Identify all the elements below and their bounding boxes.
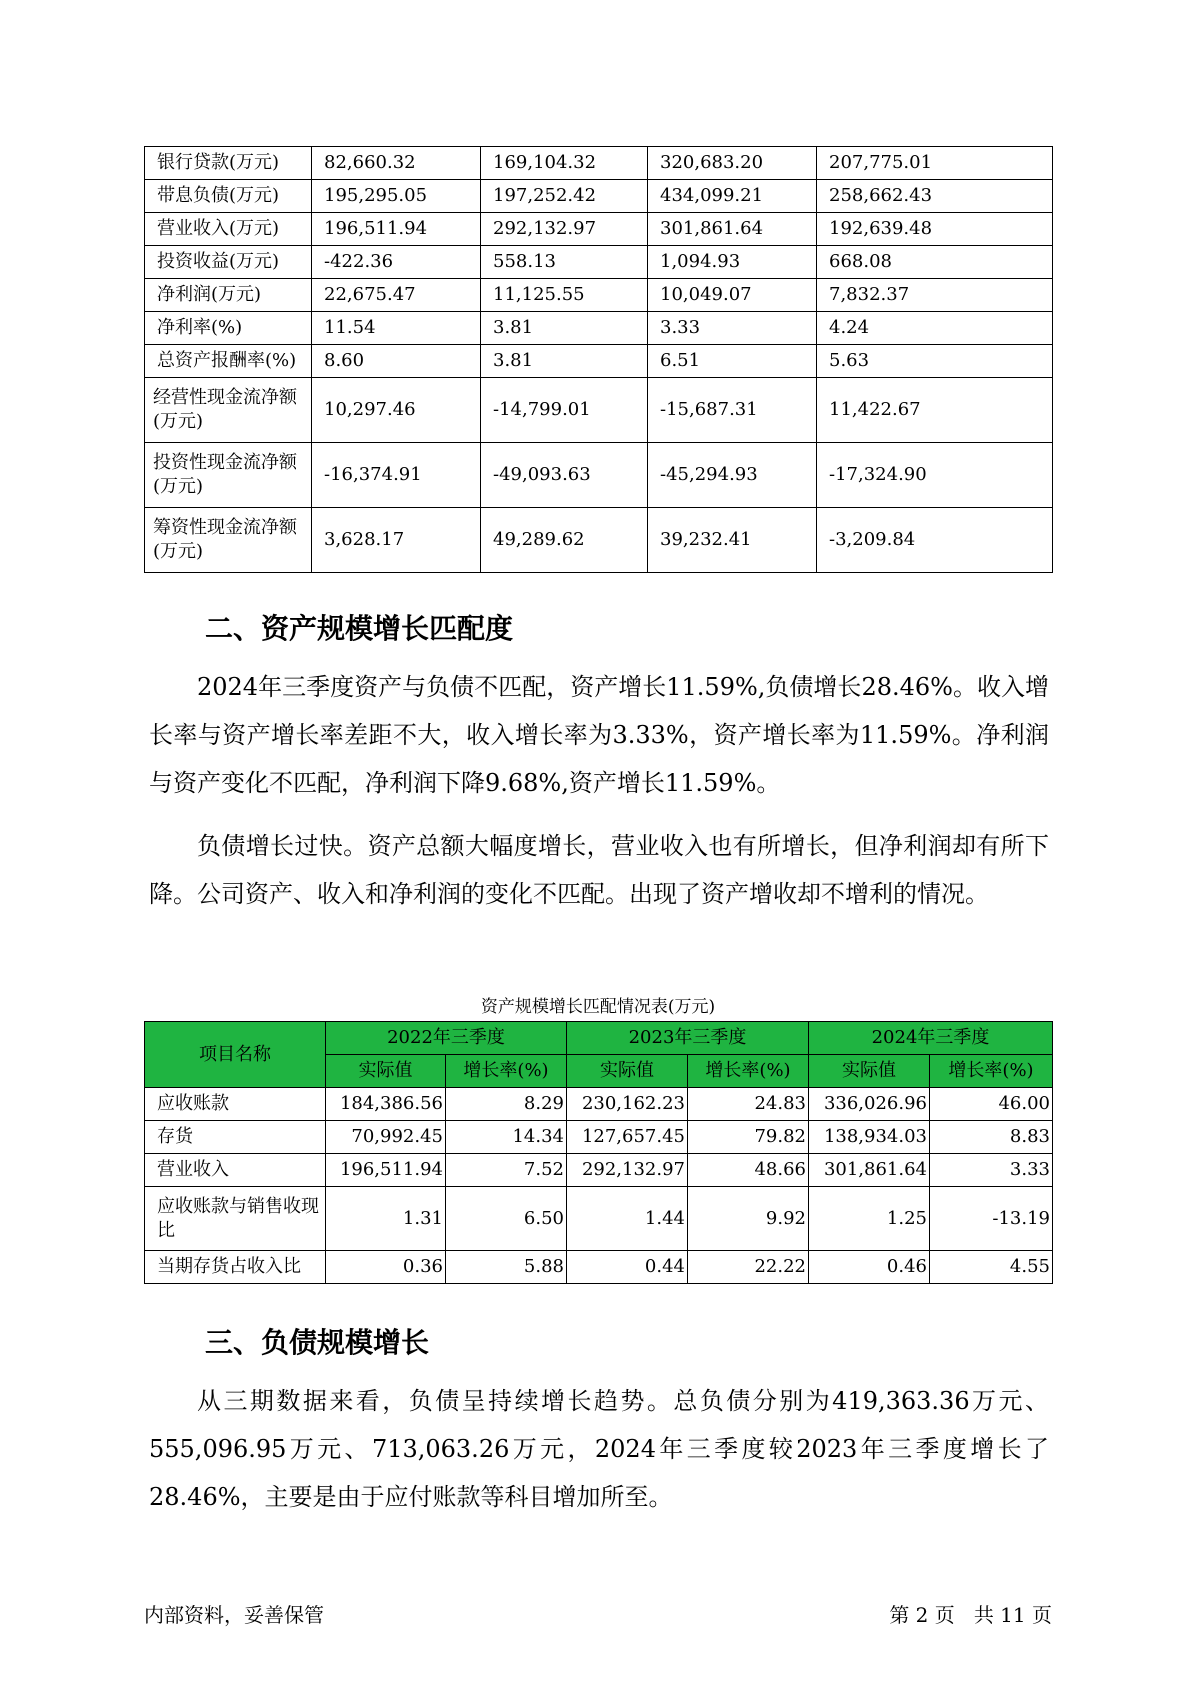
row-label: 筹资性现金流净额(万元) [145, 508, 312, 573]
table-cell: 3,628.17 [312, 508, 481, 573]
header-row [145, 1022, 1053, 1055]
table-cell: 14.34 [446, 1121, 567, 1154]
row-label: 净利润(万元) [145, 279, 312, 312]
header-period: 2022年三季度 [326, 1022, 567, 1055]
table-row [145, 147, 1053, 180]
header-growth: 增长率(%) [930, 1055, 1053, 1088]
table-row [145, 345, 1053, 378]
paragraph: 负债增长过快。资产总额大幅度增长，营业收入也有所增长，但净利润却有所下降。公司资产、收入和净利润的变化不匹配。出现了资产增收却不增利的情况。 [149, 832, 1049, 908]
table-row [145, 1154, 1053, 1187]
table-cell: -3,209.84 [817, 508, 1053, 573]
table-row [145, 180, 1053, 213]
table-cell: 48.66 [688, 1154, 809, 1187]
table-cell: -14,799.01 [481, 378, 648, 443]
row-label: 应收账款 [145, 1088, 326, 1121]
section-title-asset-growth: 二、资产规模增长匹配度 [205, 612, 514, 645]
row-label: 存货 [145, 1121, 326, 1154]
table-cell: 8.29 [446, 1088, 567, 1121]
table-cell: 82,660.32 [312, 147, 481, 180]
row-label: 当期存货占收入比 [145, 1251, 326, 1284]
table-cell: 0.36 [326, 1251, 446, 1284]
table-cell: 11,125.55 [481, 279, 648, 312]
paragraph: 从三期数据来看，负债呈持续增长趋势。总负债分别为419,363.36万元、555,096.95万元、713,063.26万元，2024年三季度较2023年三季度增长了28.46%，主要是由于应付账款等科目增加所至。 [149, 1387, 1049, 1511]
table-cell: 192,639.48 [817, 213, 1053, 246]
table-row [145, 279, 1053, 312]
table-cell: 0.44 [567, 1251, 688, 1284]
table-cell: 5.63 [817, 345, 1053, 378]
footer-confidential-note: 内部资料，妥善保管 [144, 1603, 324, 1627]
table-cell: 1,094.93 [648, 246, 817, 279]
table-row [145, 508, 1053, 573]
row-label: 带息负债(万元) [145, 180, 312, 213]
table-cell: 195,295.05 [312, 180, 481, 213]
table-cell: 79.82 [688, 1121, 809, 1154]
financial-indicators-table [144, 146, 1053, 573]
table-caption: 资产规模增长匹配情况表(万元) [480, 997, 716, 1017]
table-cell: 0.46 [809, 1251, 930, 1284]
table-cell: 301,861.64 [648, 213, 817, 246]
header-actual: 实际值 [326, 1055, 446, 1088]
row-label: 净利率(%) [145, 312, 312, 345]
row-label: 投资收益(万元) [145, 246, 312, 279]
table-cell: 138,934.03 [809, 1121, 930, 1154]
table-cell: 184,386.56 [326, 1088, 446, 1121]
table-cell: 9.92 [688, 1187, 809, 1251]
table-cell: 258,662.43 [817, 180, 1053, 213]
row-label: 应收账款与销售收现比 [145, 1187, 326, 1251]
row-label: 投资性现金流净额(万元) [145, 443, 312, 508]
table-cell: 196,511.94 [312, 213, 481, 246]
paragraph: 2024年三季度资产与负债不匹配，资产增长11.59%,负债增长28.46%。收入增长率与资产增长率差距不大，收入增长率为3.33%，资产增长率为11.59%。净利润与资产变化不匹配，净利润下降9.68%,资产增长11.59%。 [149, 673, 1049, 797]
table-cell: 6.50 [446, 1187, 567, 1251]
table-row [145, 1187, 1053, 1251]
table-cell: 46.00 [930, 1088, 1053, 1121]
table-cell: 3.81 [481, 345, 648, 378]
header-actual: 实际值 [809, 1055, 930, 1088]
table-cell: 4.55 [930, 1251, 1053, 1284]
table-cell: 3.33 [648, 312, 817, 345]
row-label: 营业收入 [145, 1154, 326, 1187]
table-cell: 558.13 [481, 246, 648, 279]
table-cell: 70,992.45 [326, 1121, 446, 1154]
table-cell: 22,675.47 [312, 279, 481, 312]
table-cell: 434,099.21 [648, 180, 817, 213]
table-cell: 39,232.41 [648, 508, 817, 573]
header-period: 2024年三季度 [809, 1022, 1053, 1055]
table-row [145, 1121, 1053, 1154]
table-cell: 196,511.94 [326, 1154, 446, 1187]
table-row [145, 378, 1053, 443]
table-cell: 1.31 [326, 1187, 446, 1251]
table-cell: 668.08 [817, 246, 1053, 279]
table-cell: 7,832.37 [817, 279, 1053, 312]
table-cell: 5.88 [446, 1251, 567, 1284]
table-cell: 336,026.96 [809, 1088, 930, 1121]
table-cell: 8.60 [312, 345, 481, 378]
table-cell: -45,294.93 [648, 443, 817, 508]
table-row [145, 1088, 1053, 1121]
table-cell: 169,104.32 [481, 147, 648, 180]
table-cell: 10,049.07 [648, 279, 817, 312]
table-cell: 197,252.42 [481, 180, 648, 213]
section-title-liability-growth: 三、负债规模增长 [205, 1326, 430, 1359]
table-cell: -422.36 [312, 246, 481, 279]
header-actual: 实际值 [567, 1055, 688, 1088]
table-cell: 49,289.62 [481, 508, 648, 573]
table-cell: 8.83 [930, 1121, 1053, 1154]
table-cell: -13.19 [930, 1187, 1053, 1251]
table-cell: 7.52 [446, 1154, 567, 1187]
table-cell: 320,683.20 [648, 147, 817, 180]
row-label: 经营性现金流净额(万元) [145, 378, 312, 443]
footer-page-number: 第 2 页 共 11 页 [889, 1603, 1052, 1627]
header-growth: 增长率(%) [688, 1055, 809, 1088]
row-label: 总资产报酬率(%) [145, 345, 312, 378]
table-cell: 24.83 [688, 1088, 809, 1121]
table-cell: 6.51 [648, 345, 817, 378]
row-label: 营业收入(万元) [145, 213, 312, 246]
table-cell: -17,324.90 [817, 443, 1053, 508]
table-cell: 11,422.67 [817, 378, 1053, 443]
table-cell: -15,687.31 [648, 378, 817, 443]
table-row [145, 246, 1053, 279]
table-cell: 4.24 [817, 312, 1053, 345]
table-cell: 22.22 [688, 1251, 809, 1284]
table-cell: 10,297.46 [312, 378, 481, 443]
header-period: 2023年三季度 [567, 1022, 809, 1055]
header-item-name: 项目名称 [145, 1022, 326, 1088]
table-cell: 11.54 [312, 312, 481, 345]
table-row [145, 443, 1053, 508]
table-row [145, 312, 1053, 345]
table-cell: 301,861.64 [809, 1154, 930, 1187]
table-cell: 207,775.01 [817, 147, 1053, 180]
table-row [145, 213, 1053, 246]
row-label: 银行贷款(万元) [145, 147, 312, 180]
table-cell: 3.33 [930, 1154, 1053, 1187]
table-cell: 3.81 [481, 312, 648, 345]
table-cell: -49,093.63 [481, 443, 648, 508]
table-cell: 127,657.45 [567, 1121, 688, 1154]
table-row [145, 1251, 1053, 1284]
table-cell: 230,162.23 [567, 1088, 688, 1121]
table-cell: 292,132.97 [567, 1154, 688, 1187]
header-growth: 增长率(%) [446, 1055, 567, 1088]
asset-growth-matching-table [144, 1021, 1053, 1284]
table-cell: 1.25 [809, 1187, 930, 1251]
table-cell: -16,374.91 [312, 443, 481, 508]
table-cell: 1.44 [567, 1187, 688, 1251]
table-cell: 292,132.97 [481, 213, 648, 246]
